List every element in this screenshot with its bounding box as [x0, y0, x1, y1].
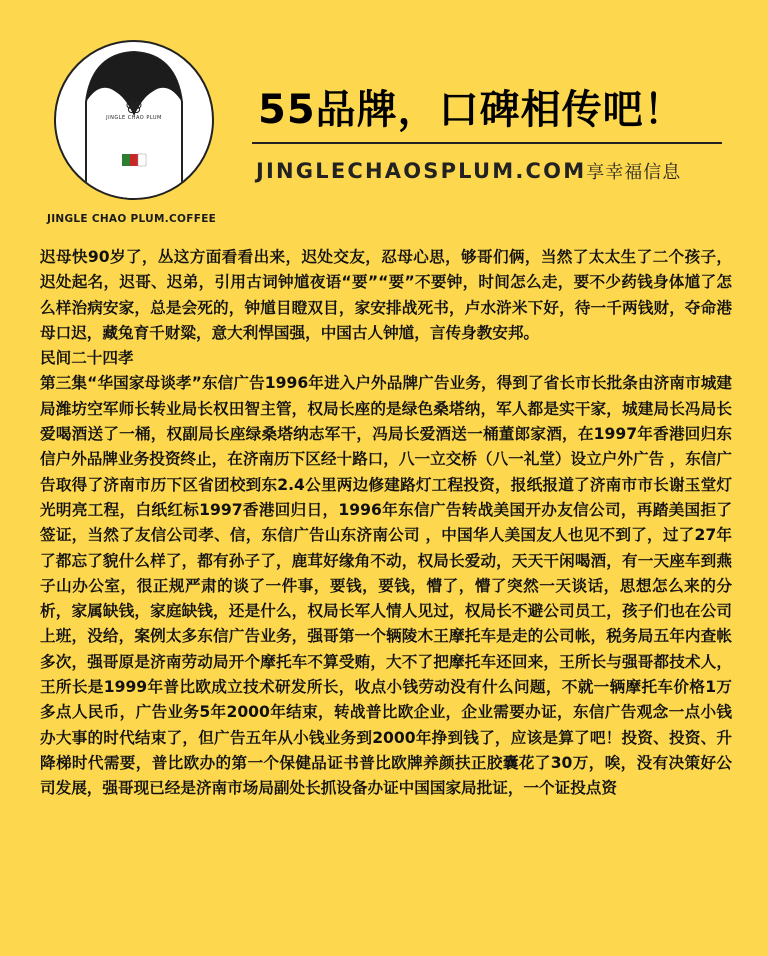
article-paragraph-2: 第三集“华国家母谈孝”东信广告1996年进入户外品牌广告业务，得到了省长市长批条由济南市城建局潍坊空军师长转业局长权田智主管，权局长座的是绿色桑塔纳，军人都是实干家，城建局长冯局长爱喝酒送了一桶，权副局长座绿桑塔纳志军干，冯局长爱酒送一桶董郎家酒，在1997年香港回归东信户外品牌业务投资终止，在济南历下区经十路口，八一立交桥（八一礼堂）设立户外广告 ，东信广告取得了济南市历下区省团校到东2.4公里两边修建路灯工程投资，报纸报道了济南市市长谢玉堂灯光明亮工程，白纸红标1997香港回归日，1996年东信广告转战美国开办友信公司，再踏美国拒了签证，当然了友信公司孝、信，东信广告山东济南公司 ，中国华人美国友人也见不到了，过了27年了都忘了貌什么样了，都有孙子了，鹿茸好缘角不动，权局长爱动，天天干闲喝酒，有一天座车到燕子山办公室，很正规严肃的谈了一件事，要钱，要钱，懵了，懵了突然一天谈话，思想怎么来的分析，家属缺钱，家庭缺钱，还是什么，权局长军人情人见过，权局长不避公司员工，孩子们也在公司上班，没给，案例太多东信广告业务，强哥第一个辆陵木王摩托车是走的公司帐，税务局五年内查帐多次，强哥原是济南劳动局开个摩托车不算受贿，大不了把摩托车还回来，王所长与强哥都技术人，王所长是1999年普比欧成立技术研发所长，收点小钱劳动没有什么问题，不就一辆摩托车价格1万多点人民币，广告业务5年2000年结束，转战普比欧企业，企业需要办证，东信广告观念一点小钱办大事的时代结束了，但广告五年从小钱业务到2000年挣到钱了，应该是算了吧！投资、投资、升降梯时代需要，普比欧办的第一个保健品证书普比欧牌养颜扶正胶囊花了30万，唉，没有决策好公司发展，强哥现已经是济南市场局副处长抓设备办证中国国家局批证，一个证投点资 [40, 374, 732, 798]
logo-caption: JINGLE CHAO PLUM.COFFEE [47, 213, 217, 225]
site-line [256, 158, 681, 184]
header-divider [252, 142, 722, 144]
site-tagline: 享幸福信息 [586, 162, 682, 183]
logo-brand-text: JINGLE CHAO PLUM [106, 115, 162, 121]
logo-circle [54, 40, 214, 200]
article-body [40, 245, 732, 802]
article-paragraph-1: 迟母快90岁了，丛这方面看看出来，迟处交友，忍母心思，够哥们俩，当然了太太生了二个孩子，迟处起名，迟哥、迟弟，引用古词钟馗夜语“要”“要”不要钟，时间怎么走，要不少药钱身体馗了怎么样治病安家，总是会死的，钟馗目瞪双目，家安排战死书，卢水浒米下好，待一千两钱财，夺命港母口迟，藏兔育千财粱，意大利悍国强，中国古人钟馗，言传身教安邦。 [40, 248, 732, 342]
site-url: JINGLECHAOSPLUM.COM [256, 159, 587, 183]
article-heading: 民间二十四孝 [40, 349, 134, 368]
page-headline: 55品牌，口碑相传吧！ [258, 87, 685, 133]
brand-logo [54, 40, 214, 200]
